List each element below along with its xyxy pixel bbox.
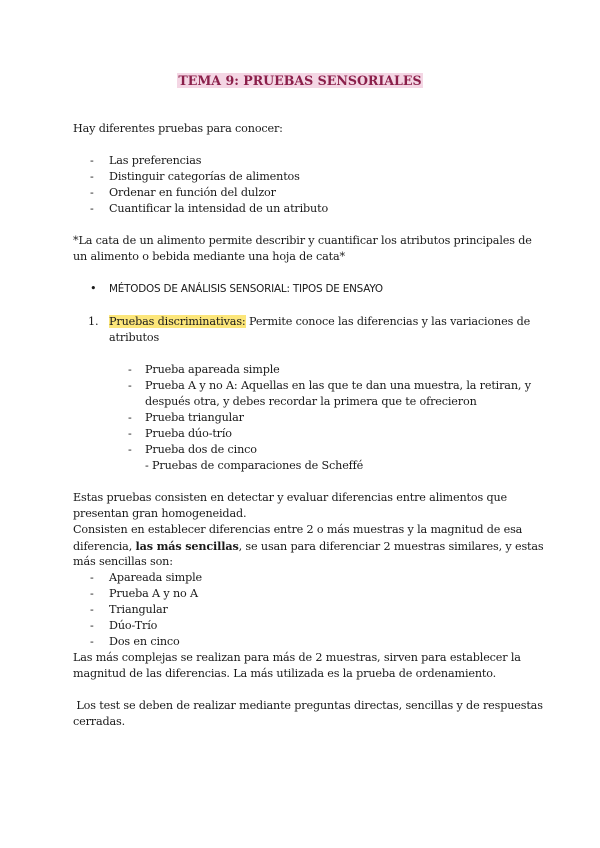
intro-text: Hay diferentes pruebas para conocer: [73, 122, 283, 135]
dash-marker: - [128, 443, 132, 456]
test-item-continued: después otra, y debes recordar la primera que te ofrecieron [145, 395, 477, 408]
test-item: Prueba apareada simple [145, 363, 280, 376]
list-number: 1. [88, 315, 99, 328]
dash-marker: - [90, 202, 94, 215]
discrim-text: Permite conoce las diferencias y las variaciones de [245, 315, 531, 328]
bold-text: las más sencillas [135, 539, 239, 553]
section-heading: MÉTODOS DE ANÁLISIS SENSORIAL: TIPOS DE ENSAYO [109, 283, 383, 295]
title-text: TEMA 9: PRUEBAS SENSORIALES [178, 73, 422, 88]
list-item: Prueba A y no A [109, 587, 198, 600]
list-item: Ordenar en función del dulzor [109, 186, 276, 199]
dash-marker: - [90, 603, 94, 616]
discrim-line [109, 314, 530, 330]
dash-marker: - [90, 619, 94, 632]
list-item: Triangular [109, 603, 168, 616]
dash-marker: - [90, 186, 94, 199]
test-item: Prueba A y no A: Aquellas en las que te dan una muestra, la retiran, y [145, 379, 531, 392]
dash-marker: - [90, 170, 94, 183]
dash-marker: - [90, 587, 94, 600]
dash-marker: - [128, 363, 132, 376]
list-item: Apareada simple [109, 571, 202, 584]
discrim-line: atributos [109, 331, 160, 344]
paragraph-line [73, 538, 544, 555]
note-line: un alimento o bebida mediante una hoja de cata* [73, 250, 345, 263]
dash-marker: - [128, 427, 132, 440]
highlighted-term: Pruebas discriminativas: [109, 315, 246, 328]
text-run: , se usan para diferenciar 2 muestras similares, y estas [238, 540, 544, 553]
dash-marker: - [90, 571, 94, 584]
paragraph-line: magnitud de las diferencias. La más utilizada es la prueba de ordenamiento. [73, 667, 497, 680]
paragraph-line: Consisten en establecer diferencias entre 2 o más muestras y la magnitud de esa [73, 523, 523, 536]
page-title [0, 72, 600, 90]
paragraph-line: presentan gran homogeneidad. [73, 507, 247, 520]
paragraph-line: más sencillas son: [73, 555, 173, 568]
test-item: Prueba dos de cinco [145, 443, 257, 456]
list-item: Dos en cinco [109, 635, 180, 648]
dash-marker: - [90, 154, 94, 167]
paragraph-line: Las más complejas se realizan para más de 2 muestras, sirven para establecer la [73, 651, 521, 664]
test-item: Prueba dúo-trío [145, 427, 232, 440]
sub-test-item: - Pruebas de comparaciones de Scheffé [145, 459, 364, 472]
paragraph-line: cerradas. [73, 715, 126, 728]
list-item: Las preferencias [109, 154, 202, 167]
list-item: Distinguir categorías de alimentos [109, 170, 300, 183]
bullet-icon: • [90, 282, 97, 295]
text-run: diferencia, [73, 540, 136, 553]
paragraph-line: Estas pruebas consisten en detectar y evaluar diferencias entre alimentos que [73, 491, 508, 504]
note-line: *La cata de un alimento permite describir y cuantificar los atributos principales de [73, 234, 532, 247]
dash-marker: - [128, 411, 132, 424]
paragraph-line: Los test se deben de realizar mediante preguntas directas, sencillas y de respuestas [73, 699, 543, 712]
dash-marker: - [90, 635, 94, 648]
list-item: Dúo-Trío [109, 619, 158, 632]
list-item: Cuantificar la intensidad de un atributo [109, 202, 329, 215]
dash-marker: - [128, 379, 132, 392]
test-item: Prueba triangular [145, 411, 244, 424]
